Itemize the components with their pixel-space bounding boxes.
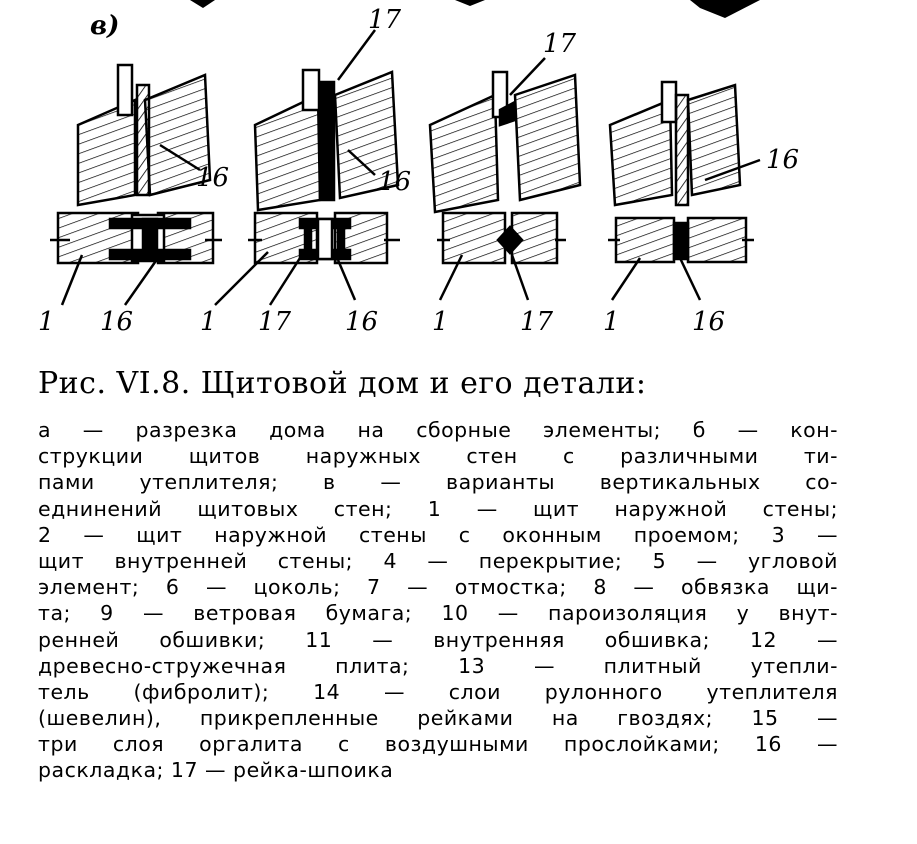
legend-line: (шевелин), прикрепленные рейками на гвоздях; 15 —: [38, 706, 838, 731]
joint-perspective-4: [610, 82, 760, 205]
legend-line: тель (фибролит); 14 — слои рулонного утеплителя: [38, 679, 838, 704]
joint-section-3: [437, 213, 566, 300]
joint-section-1: [50, 213, 222, 305]
callout-16: 16: [345, 307, 379, 337]
legend-line: ренней обшивки; 11 — внутренняя обшивка; 12 —: [38, 627, 838, 652]
legend-line: раскладка; 17 — рейка-шпоика: [38, 758, 394, 783]
callout-16: 16: [766, 145, 800, 175]
joint-variants-figure: [0, 0, 917, 360]
callout-17: 17: [258, 307, 292, 337]
legend-line: та; 9 — ветровая бумага; 10 — пароизоляция у внут-: [38, 601, 838, 626]
legend-line: а — разрезка дома на сборные элементы; б — кон-: [38, 418, 838, 442]
callout-17: 17: [520, 307, 554, 337]
callout-17: 17: [368, 5, 402, 35]
callout-17: 17: [543, 29, 577, 59]
section-label: в): [90, 11, 120, 41]
callout-1: 1: [38, 307, 55, 337]
previous-figure-fragments: [190, 0, 760, 18]
callout-16: 16: [692, 307, 726, 337]
legend-line: 2 — щит наружной стены с оконным проемом; 3 —: [38, 522, 838, 547]
joint-perspective-2: [255, 30, 398, 210]
callout-1: 1: [603, 307, 620, 337]
figure-caption-title: Рис. VI.8. Щитовой дом и его детали:: [38, 366, 647, 401]
callout-16: 16: [100, 307, 134, 337]
joint-perspective-1: [78, 65, 210, 205]
callout-16: 16: [378, 167, 412, 197]
legend-line: древесно-стружечная плита; 13 — плитный утепли-: [38, 653, 838, 678]
legend-line: еднинений щитовых стен; 1 — щит наружной стены;: [38, 496, 838, 521]
joint-perspective-3: [430, 58, 580, 212]
legend-line: пами утеплителя; в — варианты вертикальных со-: [38, 470, 838, 495]
figure-legend: [38, 417, 838, 784]
joint-section-4: [608, 218, 754, 300]
legend-line: три слоя оргалита с воздушными прослойками; 16 —: [38, 732, 838, 757]
callout-1: 1: [432, 307, 449, 337]
joint-section-2: [215, 213, 400, 305]
callout-16: 16: [196, 163, 230, 193]
legend-line: элемент; 6 — цоколь; 7 — отмостка; 8 — обвязка щи-: [38, 575, 838, 600]
callouts-bottom: [38, 307, 725, 337]
legend-line: щит внутренней стены; 4 — перекрытие; 5 — угловой: [38, 548, 838, 573]
legend-line: струкции щитов наружных стен с различными ти-: [38, 444, 838, 469]
callout-1: 1: [200, 307, 217, 337]
